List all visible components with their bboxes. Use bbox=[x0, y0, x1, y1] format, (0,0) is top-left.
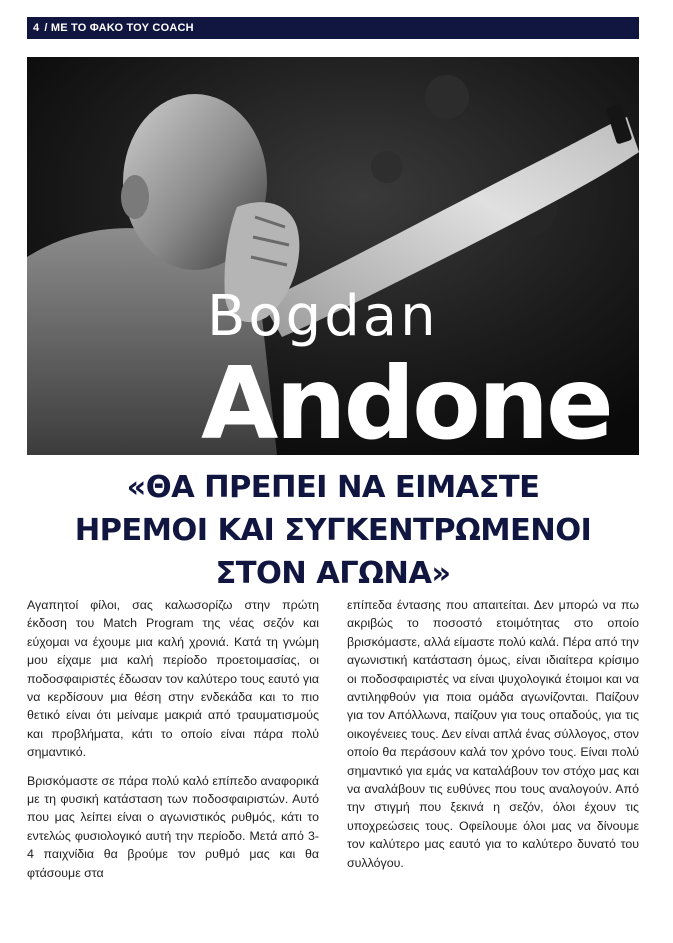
article-paragraph: επίπεδα έντασης που απαιτείται. Δεν μπορώ να πω ακριβώς το ποσοστό ετοιμότητας στο οποίο βρισκόμαστε, αλλά είμαστε πολύ καλά. Πέρα από την αγωνιστική κατάσταση όμως, είναι ιδιαίτερα κρίσιμο οι ποδοσφαιριστές να είναι ψυχολογικά έτοιμοι και να αντιληφθούν για ποια ομάδα αγωνίζονται. Παίζουν για τον Απόλλωνα, παίζουν για τους οπαδούς, για τις οικογένειες τους. Δεν είναι απλά ένας σύλλογος, στον οποίο θα περάσουν καλά τον χρόνο τους. Είναι πολύ σημαντικό για εμάς να καταλάβουν τον στόχο μας και να αναλάβουν τις ευθύνες που τους αναλογούν. Από την στιγμή που ξεκινά η σεζόν, όλοι έχουν τις υποχρεώσεις τους. Οφείλουμε όλοι μας να δίνουμε τον καλύτερο μας εαυτό για το καλύτερο δυνατό του συλλόγου. bbox=[347, 598, 639, 870]
coach-last-name: Andone bbox=[201, 345, 611, 455]
headline-line: «ΘΑ ΠΡΕΠΕΙ ΝΑ ΕΙΜΑΣΤΕ bbox=[126, 470, 540, 505]
section-title: / ΜΕ ΤΟ ΦΑΚΟ ΤΟΥ COACH bbox=[44, 22, 194, 34]
article-column-left bbox=[27, 596, 319, 892]
headline-line: ΗΡΕΜΟΙ ΚΑΙ ΣΥΓΚΕΝΤΡΩΜΕΝΟΙ bbox=[74, 513, 592, 548]
headline-line: ΣΤΟΝ ΑΓΩΝΑ» bbox=[215, 556, 451, 591]
page-header-text bbox=[33, 22, 199, 34]
page-header-bar bbox=[27, 17, 639, 39]
article-column-right bbox=[347, 596, 639, 882]
article-headline bbox=[30, 466, 636, 595]
article-paragraph: Αγαπητοί φίλοι, σας καλωσορίζω στην πρώτη έκδοση του Match Program της νέας σεζόν και εύχομαι να έχουμε μια καλή χρονιά. Κατά τη γνώμη μου είχαμε μια καλή περίοδο προετοιμασίας, οι ποδοσφαιριστές έδωσαν τον καλύτερο τους εαυτό για να κερδίσουν μια θέση στην ενδεκάδα και το πιο θετικό είναι ότι μείναμε μακριά από τραυματισμούς και προβλήματα, κάτι το οποίο είναι πάρα πολύ σημαντικό. bbox=[27, 598, 320, 760]
coach-first-name: Bogdan bbox=[207, 284, 439, 349]
article-paragraph: Βρισκόμαστε σε πάρα πολύ καλό επίπεδο αναφορικά με τη φυσική κατάσταση των ποδοσφαιριστών. Αυτό που μας λείπει είναι ο αγωνιστικός ρυθμός, κάτι το εντελώς φυσιολογικό αυτή την περίοδο. Μετά από 3-4 παιχνίδια θα βρούμε τον ρυθμό μας και θα φτάσουμε στα bbox=[27, 773, 319, 880]
coach-photo bbox=[27, 57, 639, 455]
page-number: 4 bbox=[33, 22, 40, 34]
